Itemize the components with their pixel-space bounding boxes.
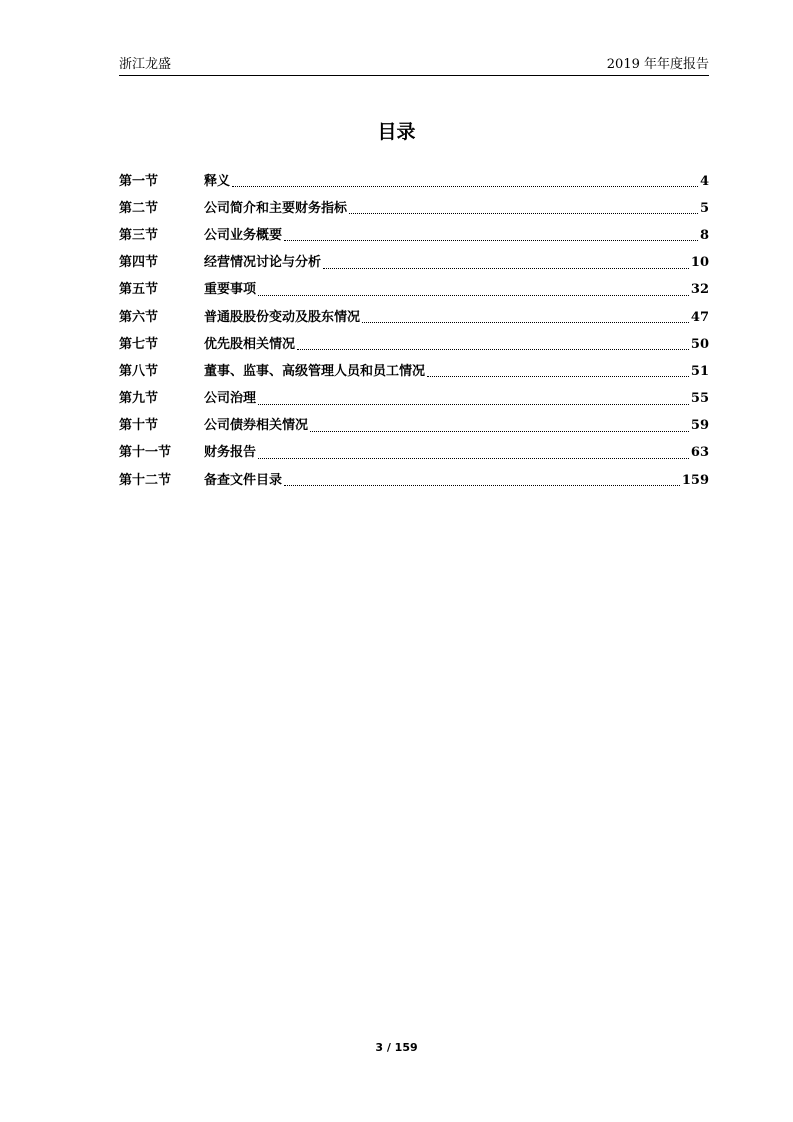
page-number-footer: 3 / 159 bbox=[375, 1041, 418, 1054]
toc-section-number: 第二节 bbox=[119, 200, 159, 216]
page-header bbox=[119, 57, 709, 76]
toc-section-number: 第三节 bbox=[119, 227, 159, 243]
toc-page-number: 55 bbox=[690, 391, 709, 407]
toc-section-title: 公司债券相关情况 bbox=[204, 418, 309, 434]
header-company: 浙江龙盛 bbox=[119, 57, 172, 72]
page-title: 目录 bbox=[377, 121, 416, 143]
table-of-contents bbox=[119, 168, 709, 494]
toc-section-title: 公司简介和主要财务指标 bbox=[204, 200, 348, 216]
toc-dot-leader bbox=[297, 349, 689, 350]
toc-section-number: 第十一节 bbox=[119, 445, 172, 461]
toc-entry[interactable] bbox=[119, 168, 709, 195]
toc-entry[interactable] bbox=[119, 195, 709, 222]
toc-section-title: 备查文件目录 bbox=[204, 472, 283, 488]
toc-section-number: 第七节 bbox=[119, 336, 159, 352]
toc-dot-leader bbox=[310, 431, 689, 432]
toc-page-number: 50 bbox=[690, 336, 709, 352]
toc-entry[interactable] bbox=[119, 222, 709, 249]
toc-entry[interactable] bbox=[119, 467, 709, 494]
toc-section-title: 重要事项 bbox=[204, 282, 257, 298]
toc-entry[interactable] bbox=[119, 331, 709, 358]
toc-section-title: 普通股股份变动及股东情况 bbox=[204, 309, 361, 325]
toc-page-number: 10 bbox=[690, 255, 709, 271]
header-report-title: 2019 年年度报告 bbox=[606, 57, 709, 72]
toc-entry[interactable] bbox=[119, 277, 709, 304]
toc-dot-leader bbox=[258, 458, 689, 459]
toc-dot-leader bbox=[362, 322, 689, 323]
toc-entry[interactable] bbox=[119, 413, 709, 440]
toc-dot-leader bbox=[284, 240, 698, 241]
toc-dot-leader bbox=[427, 376, 689, 377]
toc-page-number: 59 bbox=[690, 418, 709, 434]
toc-page-number: 63 bbox=[690, 445, 709, 461]
toc-section-number: 第十节 bbox=[119, 418, 159, 434]
toc-section-number: 第一节 bbox=[119, 173, 159, 189]
toc-section-number: 第九节 bbox=[119, 391, 159, 407]
toc-section-title: 公司业务概要 bbox=[204, 227, 283, 243]
toc-page-number: 32 bbox=[690, 282, 709, 298]
toc-page-number: 4 bbox=[699, 173, 709, 189]
toc-dot-leader bbox=[349, 213, 698, 214]
toc-page-number: 51 bbox=[690, 363, 709, 379]
toc-entry[interactable] bbox=[119, 386, 709, 413]
toc-dot-leader bbox=[258, 404, 689, 405]
toc-entry[interactable] bbox=[119, 304, 709, 331]
toc-section-number: 第十二节 bbox=[119, 472, 172, 488]
toc-page-number: 159 bbox=[681, 472, 709, 488]
toc-page-number: 5 bbox=[699, 200, 709, 216]
toc-section-number: 第五节 bbox=[119, 282, 159, 298]
toc-dot-leader bbox=[232, 186, 698, 187]
toc-dot-leader bbox=[284, 485, 680, 486]
toc-page-number: 47 bbox=[690, 309, 709, 325]
toc-section-title: 财务报告 bbox=[204, 445, 257, 461]
toc-dot-leader bbox=[258, 295, 689, 296]
toc-section-title: 经营情况讨论与分析 bbox=[204, 255, 322, 271]
toc-section-number: 第八节 bbox=[119, 363, 159, 379]
toc-entry[interactable] bbox=[119, 250, 709, 277]
toc-section-number: 第六节 bbox=[119, 309, 159, 325]
toc-section-title: 董事、监事、高级管理人员和员工情况 bbox=[204, 363, 426, 379]
toc-entry[interactable] bbox=[119, 440, 709, 467]
toc-section-title: 公司治理 bbox=[204, 391, 257, 407]
toc-section-title: 释义 bbox=[204, 173, 231, 189]
toc-page-number: 8 bbox=[699, 227, 709, 243]
toc-entry[interactable] bbox=[119, 358, 709, 385]
toc-section-number: 第四节 bbox=[119, 255, 159, 271]
toc-section-title: 优先股相关情况 bbox=[204, 336, 296, 352]
toc-dot-leader bbox=[323, 268, 689, 269]
